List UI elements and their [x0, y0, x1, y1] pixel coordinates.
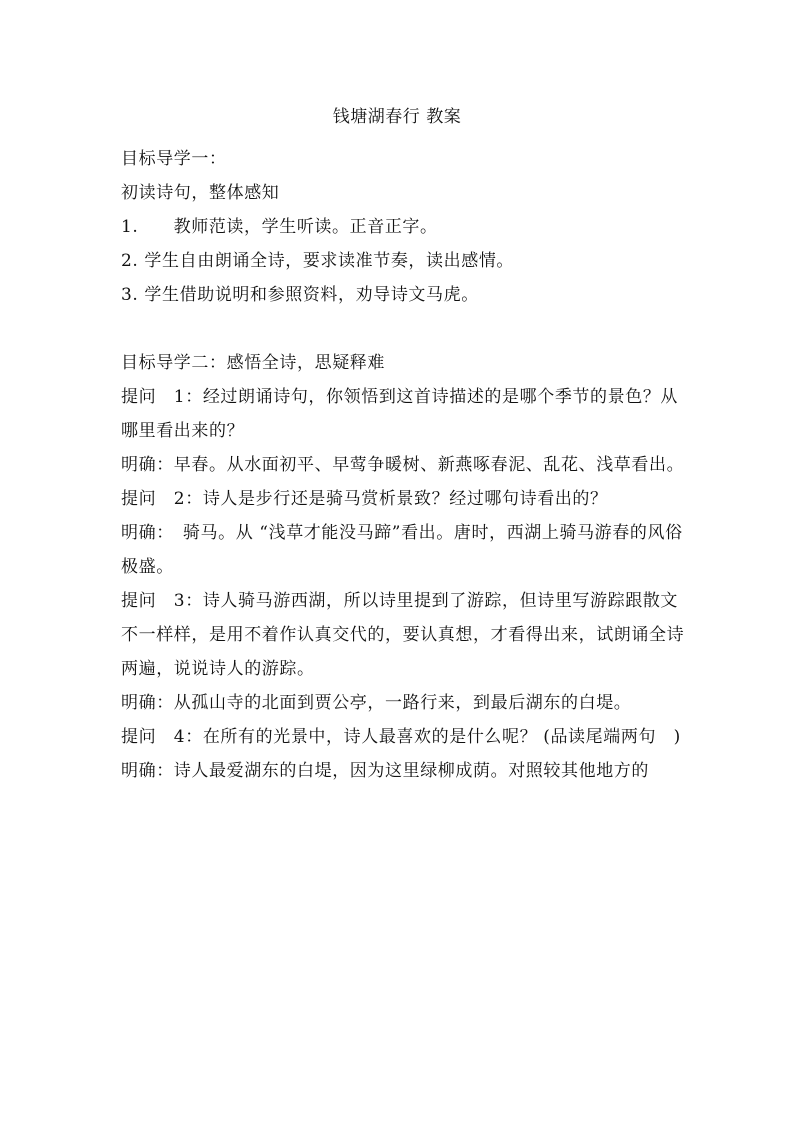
section-heading-1: 目标导学一： — [121, 149, 227, 169]
list-item-2: 2. 学生自由朗诵全诗，要求读准节奏，读出感情。 — [121, 251, 515, 271]
blank-line — [121, 312, 691, 346]
answer-3: 明确：从孤山寺的北面到贾公亭，一路行来，到最后湖东的白堤。 — [121, 693, 632, 713]
list-item-3: 3. 学生借助说明和参照资料，劝导诗文马虎。 — [121, 285, 479, 305]
list-item-1: 1. 教师范读，学生听读。正音正字。 — [121, 217, 438, 237]
document-body — [121, 142, 691, 788]
question-4: 提问 4：在所有的光景中，诗人最喜欢的是什么呢？ (品读尾端两句 ) — [121, 727, 681, 747]
answer-2: 明确： 骑马。从 “浅草才能没马蹄”看出。唐时，西湖上骑马游春的风俗极盛。 — [121, 523, 683, 577]
answer-1: 明确：早春。从水面初平、早莺争暖树、新燕啄春泥、乱花、浅草看出。 — [121, 455, 685, 475]
section-heading-2: 目标导学二：感悟全诗，思疑释难 — [121, 353, 385, 373]
question-2: 提问 2：诗人是步行还是骑马赏析景致？经过哪句诗看出的？ — [121, 489, 608, 509]
answer-4: 明确：诗人最爱湖东的白堤，因为这里绿柳成荫。对照较其他地方的 — [121, 761, 649, 781]
document-title: 钱塘湖春行 教案 — [332, 107, 462, 127]
section-subheading-1: 初读诗句，整体感知 — [121, 183, 280, 203]
question-1: 提问 1：经过朗诵诗句，你领悟到这首诗描述的是哪个季节的景色？从哪里看出来的？ — [121, 387, 679, 441]
question-3: 提问 3：诗人骑马游西湖，所以诗里提到了游踪，但诗里写游踪跟散文不一样样，是用不着作认真交代的，要认真想，才看得出来，试朗诵全诗两遍，说说诗人的游踪。 — [121, 591, 685, 679]
